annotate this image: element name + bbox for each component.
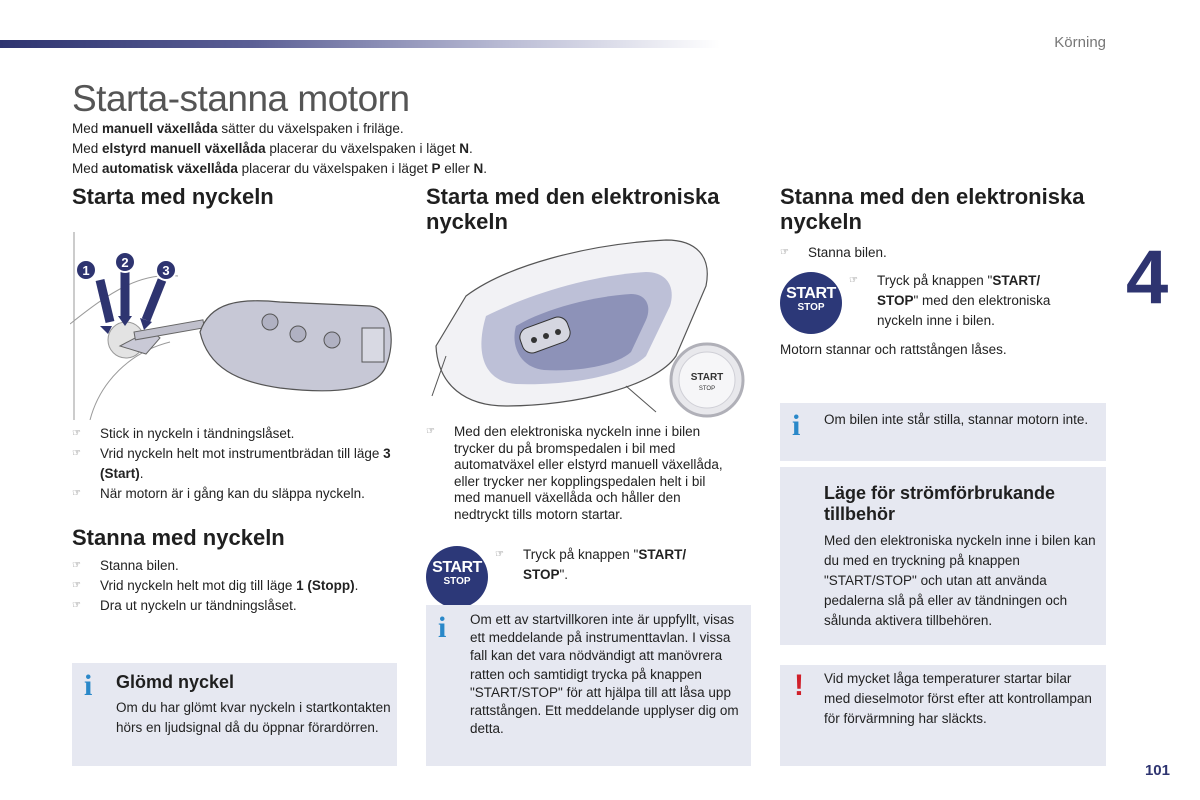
not-stationary-text: Om bilen inte står stilla, stannar motorn inte.	[824, 412, 1089, 427]
intro-line-1: Med manuell växellåda sätter du växelspaken i friläge.	[72, 121, 404, 136]
press-start-stop-step	[495, 545, 725, 585]
position-label-3: 3	[162, 263, 170, 278]
accessory-mode-box	[780, 403, 1106, 645]
start-key-steps	[72, 424, 402, 504]
accessory-mode-heading: Läge för strömförbrukande tillbehör	[824, 483, 1056, 524]
position-label-1: 1	[82, 263, 90, 278]
pointer-icon: ☞	[849, 275, 858, 286]
page-title: Starta-stanna motorn	[72, 78, 410, 119]
start-conditions-text: Om ett av startvillkoren inte är uppfyllt, visas ett meddelande på instrumenttavlan. I vissa fall kan det vara nödvändigt att manövrera ratten och samtidigt trycka på knappen "START/STOP" för att hjälpa till att låsa upp rattstången. Ett meddelande upplyser dig om detta.	[470, 612, 739, 737]
car-electronic-key-illustration	[426, 236, 756, 422]
header-gradient-bar	[0, 40, 720, 48]
pointer-icon: ☞	[72, 448, 81, 459]
cold-start-warning-text: Vid mycket låga temperaturer startar bilar med dieselmotor först efter att kontrollampan för förvärmning har släckts.	[824, 671, 1092, 726]
info-icon: i	[84, 669, 93, 702]
list-item: ☞ Med den elektroniska nyckeln inne i bilen trycker du på bromspedalen i bil med automatväxel eller elstyrd manuell växellåda, eller trycker ner kopplingspedalen helt i bil med manuell växellåda och håller den nedtryckt tills motorn startar.	[426, 424, 723, 522]
list-item: ☞ Vrid nyckeln helt mot instrumentbrädan till läge 3 (Start).	[72, 446, 391, 481]
start-stop-button-icon: START STOP	[780, 272, 842, 334]
pointer-icon: ☞	[72, 580, 81, 591]
pointer-icon: ☞	[72, 428, 81, 439]
warning-icon: !	[794, 669, 804, 702]
pointer-icon: ☞	[72, 600, 81, 611]
start-electronic-steps	[426, 424, 726, 523]
stop-electronic-steps	[780, 243, 1100, 263]
pointer-icon: ☞	[780, 247, 789, 258]
page-number: 101	[1144, 762, 1170, 779]
chapter-number: 4	[1126, 235, 1169, 320]
position-label-2: 2	[121, 255, 129, 270]
press-start-stop-step	[849, 271, 1079, 331]
forgotten-key-box	[72, 663, 397, 766]
list-item: ☞ Stanna bilen.	[780, 243, 1100, 263]
pointer-icon: ☞	[72, 488, 81, 499]
cold-start-warning-box	[780, 665, 1106, 766]
button-label-start: START	[690, 372, 724, 383]
start-with-key-heading: Starta med nyckeln	[72, 184, 274, 209]
pointer-icon: ☞	[426, 426, 435, 437]
forgotten-key-heading: Glömd nyckel	[116, 672, 235, 692]
stop-with-electronic-key-heading: Stanna med den elektroniska nyckeln	[780, 184, 1085, 234]
list-item: ☞ Stick in nyckeln i tändningslåset.	[72, 424, 402, 444]
start-conditions-info-box	[426, 605, 751, 766]
pointer-icon: ☞	[72, 560, 81, 571]
stop-key-steps	[72, 556, 402, 616]
info-icon: i	[438, 611, 447, 644]
intro-text	[72, 119, 487, 179]
divider	[780, 461, 1106, 467]
section-label: Körning	[1054, 34, 1106, 51]
list-item: ☞ Stanna bilen.	[72, 556, 402, 576]
list-item: ☞ Vrid nyckeln helt mot dig till läge 1 (Stopp).	[72, 576, 402, 596]
list-item: ☞ Tryck på knappen "START/ STOP".	[495, 547, 687, 582]
intro-line-2: Med elstyrd manuell växellåda placerar du växelspaken i läget N.	[72, 141, 473, 156]
start-stop-button-icon: START STOP	[426, 546, 488, 608]
list-item: ☞ Tryck på knappen "START/ STOP" med den elektroniska nyckeln inne i bilen.	[849, 273, 1051, 328]
start-with-electronic-key-heading: Starta med den elektroniska nyckeln	[426, 184, 720, 234]
key-ignition-illustration	[70, 232, 400, 420]
list-item: ☞ När motorn är i gång kan du släppa nyckeln.	[72, 484, 402, 504]
list-item: ☞ Dra ut nyckeln ur tändningslåset.	[72, 596, 402, 616]
intro-line-3: Med automatisk växellåda placerar du växelspaken i läget P eller N.	[72, 161, 488, 176]
engine-stops-text: Motorn stannar och rattstången låses.	[780, 342, 1007, 357]
button-label-stop: STOP	[698, 386, 716, 392]
info-icon: i	[792, 409, 801, 442]
forgotten-key-text: Om du har glömt kvar nyckeln i startkontakten hörs en ljudsignal då du öppnar förardörren.	[116, 700, 391, 735]
stop-with-key-heading: Stanna med nyckeln	[72, 525, 285, 550]
pointer-icon: ☞	[495, 549, 504, 560]
accessory-mode-text: Med den elektroniska nyckeln inne i bilen kan du med en tryckning på knappen "START/STOP" och utan att använda pedalerna slå på eller av tändningen och sålunda aktivera tillbehören.	[824, 533, 1096, 628]
